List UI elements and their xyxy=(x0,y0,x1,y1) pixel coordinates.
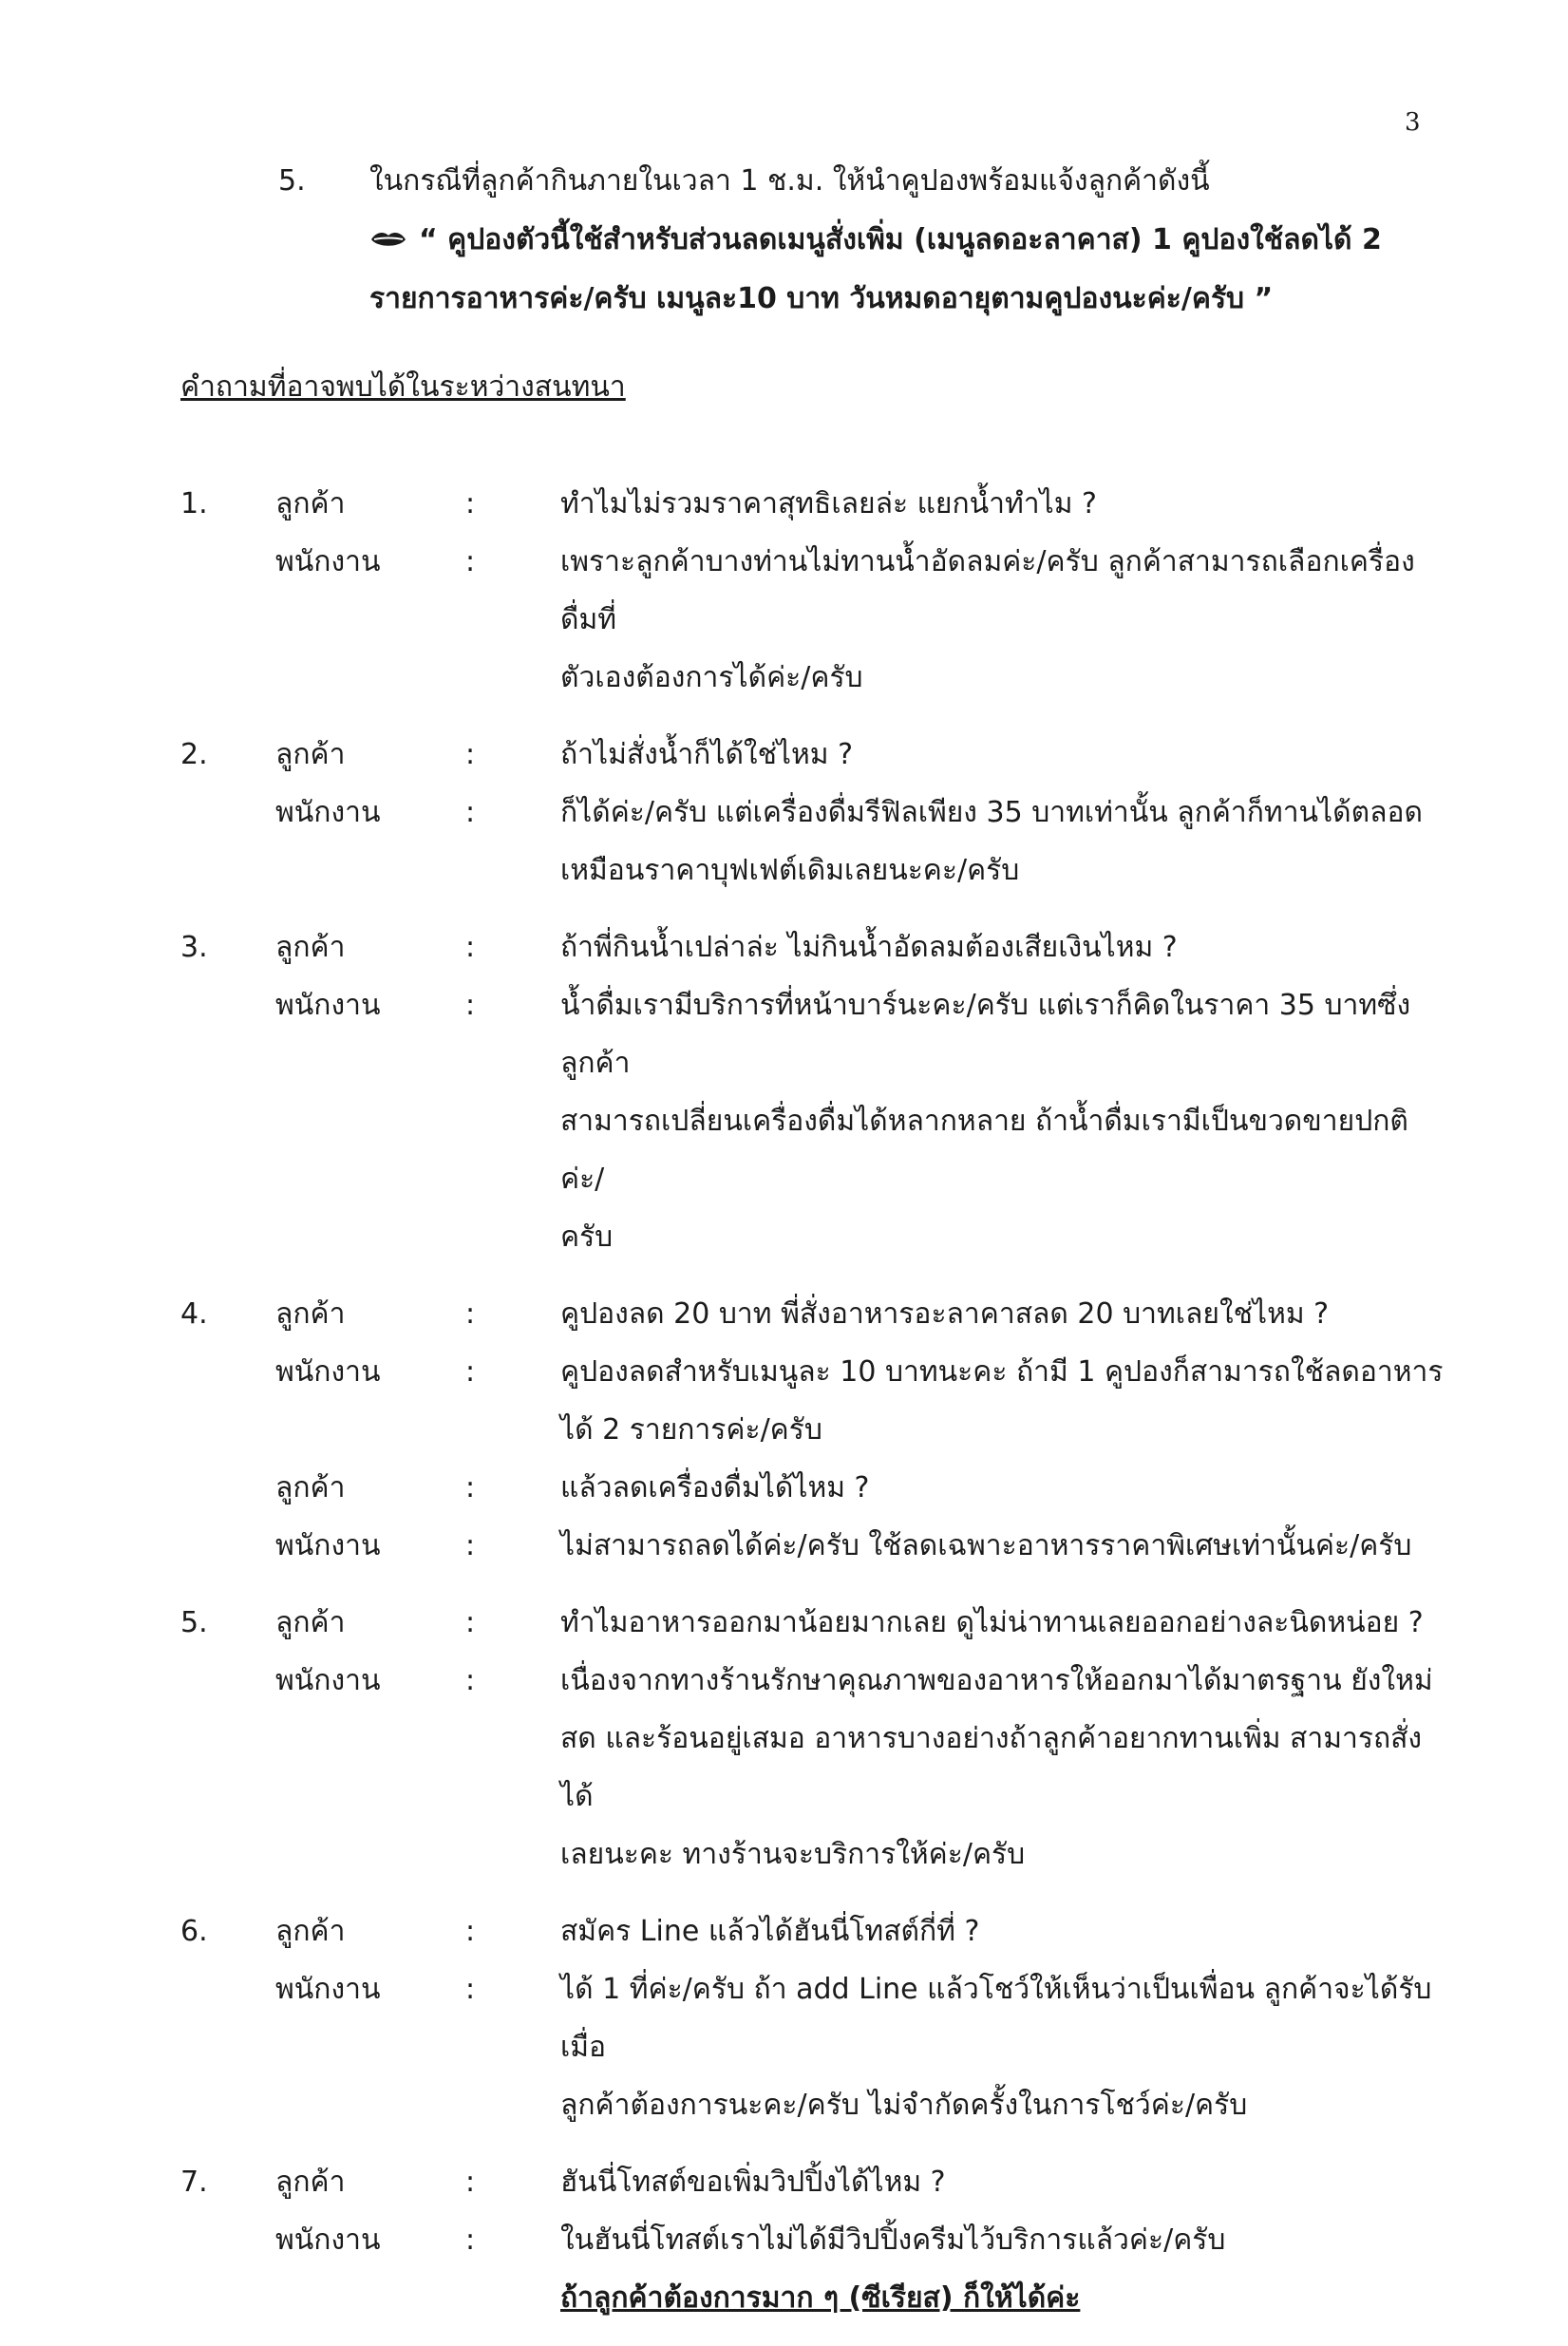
page-number: 3 xyxy=(1405,108,1421,137)
qa-row xyxy=(180,1285,1444,1343)
question-number xyxy=(180,1459,275,1517)
colon-separator: : xyxy=(465,487,476,520)
qa-row xyxy=(180,1517,1444,1575)
intro-section xyxy=(278,152,1437,329)
question-number: 1. xyxy=(180,487,208,520)
qa-row xyxy=(180,1594,1444,1652)
speaker-label: ลูกค้า xyxy=(275,2166,346,2199)
colon-separator: : xyxy=(465,1973,476,2006)
colon-separator: : xyxy=(465,2166,476,2199)
speaker-label: ลูกค้า xyxy=(275,1297,346,1331)
speaker-label: พนักงาน xyxy=(275,989,381,1022)
qa-row xyxy=(180,1902,1444,1960)
section-heading: คำถามที่อาจพบได้ในระหว่างสนทนา xyxy=(180,370,626,404)
qa-row xyxy=(180,784,1444,899)
colon-separator: : xyxy=(465,1529,476,1562)
qa-item xyxy=(180,726,1444,899)
colon-separator: : xyxy=(465,931,476,964)
dialogue-text: แล้วลดเครื่องดื่มได้ไหม ? xyxy=(560,1471,870,1504)
dialogue-text: ก็ได้ค่ะ/ครับ แต่เครื่องดื่มรีฟิลเพียง 35 บาทเท่านั้น ลูกค้าก็ทานได้ตลอด เหมือนราคาบุฟเฟต์เดิมเลยนะคะ/ครับ xyxy=(560,796,1423,887)
question-number xyxy=(180,784,275,899)
speaker-label: ลูกค้า xyxy=(275,487,346,520)
colon-separator: : xyxy=(465,1664,476,1697)
qa-row xyxy=(180,1343,1444,1459)
speaker-label: ลูกค้า xyxy=(275,1915,346,1948)
colon-separator: : xyxy=(465,796,476,829)
qa-row xyxy=(180,475,1444,533)
speaker-label: พนักงาน xyxy=(275,545,381,578)
colon-separator: : xyxy=(465,738,476,771)
question-number: 7. xyxy=(180,2166,208,2199)
dialogue-text: สมัคร Line แล้วได้ฮันนี่โทสต์กี่ที่ ? xyxy=(560,1915,980,1948)
lips-icon xyxy=(369,212,407,271)
colon-separator: : xyxy=(465,989,476,1022)
intro-row xyxy=(278,152,1437,211)
colon-separator: : xyxy=(465,1355,476,1389)
question-number: 3. xyxy=(180,931,208,964)
question-number: 5. xyxy=(180,1606,208,1639)
question-number xyxy=(180,533,275,707)
qa-item xyxy=(180,475,1444,707)
speaker-label: พนักงาน xyxy=(275,1529,381,1562)
question-number xyxy=(180,1652,275,1883)
dialogue-text: ในฮันนี่โทสต์เราไม่ได้มีวิปปิ้งครีมไว้บริการแล้วค่ะ/ครับ xyxy=(560,2223,1226,2257)
qa-item xyxy=(180,1594,1444,1883)
colon-separator: : xyxy=(465,2223,476,2257)
qa-list xyxy=(180,475,1444,2346)
intro-number: 5. xyxy=(278,164,306,198)
script-line-1 xyxy=(278,211,1437,270)
dialogue-text: ทำไมไม่รวมราคาสุทธิเลยล่ะ แยกน้ำทำไม ? xyxy=(560,487,1097,520)
dialogue-text: ถ้าไม่สั่งน้ำก็ได้ใช่ไหม ? xyxy=(560,738,854,771)
question-number xyxy=(180,976,275,1266)
qa-row xyxy=(180,2211,1444,2269)
speaker-label: ลูกค้า xyxy=(275,1606,346,1639)
speaker-label: ลูกค้า xyxy=(275,1471,346,1504)
question-number xyxy=(180,1960,275,2134)
question-number: 2. xyxy=(180,738,208,771)
colon-separator xyxy=(465,2269,560,2327)
dialogue-text: ได้ 1 ที่ค่ะ/ครับ ถ้า add Line แล้วโชว์ให้เห็นว่าเป็นเพื่อน ลูกค้าจะได้รับเมื่อ ลูกค้าต้องการนะคะ/ครับ ไม่จำกัดครั้งในการโชว์ค่ะ/ครับ xyxy=(560,1973,1432,2122)
dialogue-text: ฮันนี่โทสต์ขอเพิ่มวิปปิ้งได้ไหม ? xyxy=(560,2166,946,2199)
qa-row xyxy=(180,976,1444,1266)
colon-separator: : xyxy=(465,1297,476,1331)
speaker-label: พนักงาน xyxy=(275,1973,381,2006)
speaker-label: พนักงาน xyxy=(275,796,381,829)
colon-separator: : xyxy=(465,1606,476,1639)
dialogue-text: คูปองลดสำหรับเมนูละ 10 บาทนะคะ ถ้ามี 1 คูปองก็สามารถใช้ลดอาหาร ได้ 2 รายการค่ะ/ครับ xyxy=(560,1355,1444,1447)
script-text-2: รายการอาหารค่ะ/ครับ เมนูละ10 บาท วันหมดอายุตามคูปองนะค่ะ/ครับ ” xyxy=(369,282,1274,315)
speaker-label: ลูกค้า xyxy=(275,738,346,771)
dialogue-text: น้ำดื่มเรามีบริการที่หน้าบาร์นะคะ/ครับ แต่เราก็คิดในราคา 35 บาทซึ่งลูกค้า สามารถเปลี่ยนเครื่องดื่มได้หลากหลาย ถ้าน้ำดื่มเรามีเป็นขวดขายปกติค่ะ/ ครับ xyxy=(560,989,1411,1254)
qa-item xyxy=(180,918,1444,1266)
qa-item xyxy=(180,1902,1444,2134)
qa-row xyxy=(180,1652,1444,1883)
dialogue-text: คูปองลด 20 บาท พี่สั่งอาหารอะลาคาสลด 20 บาทเลยใช่ไหม ? xyxy=(560,1297,1330,1331)
question-number xyxy=(180,2211,275,2269)
speaker-label: ลูกค้า xyxy=(275,931,346,964)
qa-row xyxy=(180,2269,1444,2327)
dialogue-text: ทำไมอาหารออกมาน้อยมากเลย ดูไม่น่าทานเลยออกอย่างละนิดหน่อย ? xyxy=(560,1606,1424,1639)
dialogue-text: เนื่องจากทางร้านรักษาคุณภาพของอาหารให้ออกมาได้มาตรฐาน ยังใหม่ สด และร้อนอยู่เสมอ อาหารบางอย่างถ้าลูกค้าอยากทานเพิ่ม สามารถสั่งได้ เลยนะคะ ทางร้านจะบริการให้ค่ะ/ครับ xyxy=(560,1664,1433,1871)
question-number xyxy=(180,2269,275,2327)
emphasized-answer-text: ถ้าลูกค้าต้องการมาก ๆ (ซีเรียส) ก็ให้ได้ค่ะ xyxy=(560,2281,1081,2315)
script-text-1: “ คูปองตัวนี้ใช้สำหรับส่วนลดเมนูสั่งเพิ่ม (เมนูลดอะลาคาส) 1 คูปองใช้ลดได้ 2 xyxy=(419,223,1382,256)
qa-item xyxy=(180,2153,1444,2327)
qa-row xyxy=(180,2153,1444,2211)
qa-row xyxy=(180,918,1444,976)
speaker-label: พนักงาน xyxy=(275,2223,381,2257)
dialogue-text: ถ้าพี่กินน้ำเปล่าล่ะ ไม่กินน้ำอัดลมต้องเสียเงินไหม ? xyxy=(560,931,1178,964)
question-number: 4. xyxy=(180,1297,208,1331)
qa-row xyxy=(180,533,1444,707)
speaker-label: พนักงาน xyxy=(275,1355,381,1389)
question-number xyxy=(180,1343,275,1459)
question-number xyxy=(180,1517,275,1575)
qa-row xyxy=(180,726,1444,784)
speaker-label xyxy=(275,2269,465,2327)
question-number: 6. xyxy=(180,1915,208,1948)
colon-separator: : xyxy=(465,1471,476,1504)
speaker-label: พนักงาน xyxy=(275,1664,381,1697)
intro-text: ในกรณีที่ลูกค้ากินภายในเวลา 1 ช.ม. ให้นำคูปองพร้อมแจ้งลูกค้าดังนี้ xyxy=(369,164,1210,198)
qa-row xyxy=(180,1960,1444,2134)
dialogue-text: ไม่สามารถลดได้ค่ะ/ครับ ใช้ลดเฉพาะอาหารราคาพิเศษเท่านั้นค่ะ/ครับ xyxy=(560,1529,1412,1562)
colon-separator: : xyxy=(465,1915,476,1948)
qa-item xyxy=(180,1285,1444,1575)
colon-separator: : xyxy=(465,545,476,578)
dialogue-text: เพราะลูกค้าบางท่านไม่ทานน้ำอัดลมค่ะ/ครับ ลูกค้าสามารถเลือกเครื่องดื่มที่ ตัวเองต้องการได้ค่ะ/ครับ xyxy=(560,545,1415,694)
qa-row xyxy=(180,1459,1444,1517)
